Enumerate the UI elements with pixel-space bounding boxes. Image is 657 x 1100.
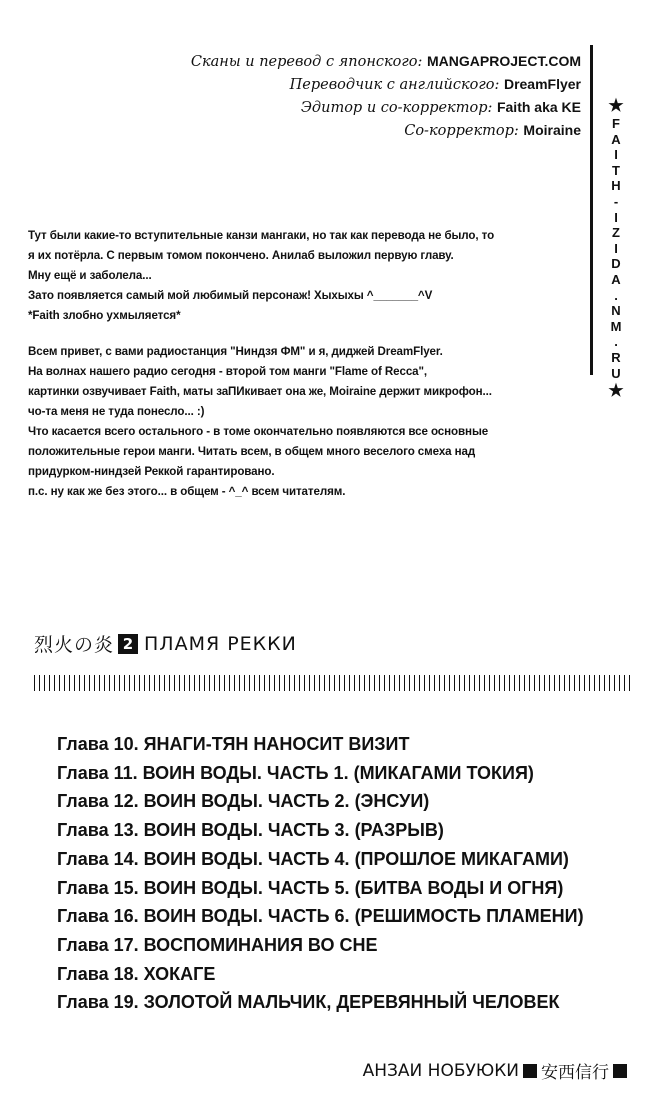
note-line: я их потёрла. С первым томом покончено. Анилаб выложил первую главу. (28, 249, 454, 262)
vertical-letter: D (611, 256, 621, 272)
star-icon: ★ (608, 96, 624, 115)
vertical-letter: Z (612, 225, 620, 241)
credit-line (191, 119, 581, 142)
credit-value: Faith aka KE (496, 99, 581, 115)
note-line: положительные герои манги. Читать всем, в общем много веселого смеха над (28, 445, 476, 458)
decorative-ruler (34, 675, 630, 691)
credit-value: MANGAPROJECT.COM (426, 53, 581, 69)
credit-label: Переводчик с английского: (289, 77, 500, 93)
note-line: чо-та меня не туда понесло... :) (28, 405, 205, 418)
author-name-jp: 安西信行 (541, 1063, 609, 1083)
vertical-divider (590, 45, 593, 375)
vertical-letter: I (614, 147, 618, 163)
toc-entry: Глава 14. ВОИН ВОДЫ. ЧАСТЬ 4. (ПРОШЛОЕ МИКАГАМИ) (57, 848, 569, 869)
credit-line (191, 50, 581, 73)
toc-entry: Глава 10. ЯНАГИ-ТЯН НАНОСИТ ВИЗИТ (57, 734, 410, 754)
vertical-letter: M (610, 318, 622, 334)
volume-title-jp: 烈火の炎 (34, 634, 115, 656)
credit-line (191, 96, 581, 119)
note-line: Всем привет, с вами радиостанция "Ниндзя ФМ" и я, диджей DreamFlyer. (28, 345, 443, 358)
note-line: придурком-ниндзей Реккой гарантировано. (28, 465, 275, 478)
credit-label: Со-корректор: (404, 123, 519, 139)
note-line: картинки озвучивает Faith, маты заПИкивает она же, Moiraine держит микрофон... (28, 385, 492, 398)
note-line: Мну ещё и заболела... (28, 269, 152, 282)
vertical-letter: - (613, 193, 619, 209)
vertical-letter: A (611, 271, 621, 287)
note-line: На волнах нашего радио сегодня - второй том манги "Flame of Recca", (28, 365, 428, 378)
note-line: Что касается всего остального - в томе окончательно появляются все основные (28, 425, 489, 438)
toc-entry: Глава 12. ВОИН ВОДЫ. ЧАСТЬ 2. (ЭНСУИ) (57, 791, 430, 812)
note-line: п.с. ну как же без этого... в общем - ^_^ всем читателям. (28, 485, 346, 498)
vertical-letter: . (614, 287, 618, 303)
vertical-letter: I (614, 240, 618, 256)
toc-entry: Глава 17. ВОСПОМИНАНИЯ ВО СНЕ (57, 934, 378, 955)
credit-line (191, 73, 581, 96)
note-line: Зато появляется самый мой любимый персонаж! Хыхыхы ^_______^V (28, 289, 433, 302)
square-mark-icon (613, 1064, 627, 1078)
toc-entry: Глава 16. ВОИН ВОДЫ. ЧАСТЬ 6. (РЕШИМОСТЬ ПЛАМЕНИ) (57, 906, 584, 927)
credits-block (191, 50, 581, 142)
translator-notes (28, 226, 576, 502)
toc-entry: Глава 13. ВОИН ВОДЫ. ЧАСТЬ 3. (РАЗРЫВ) (57, 820, 444, 841)
vertical-site-label (603, 96, 629, 401)
vertical-letter: F (612, 116, 620, 131)
author-name: АНЗАИ НОБУЮКИ (362, 1060, 519, 1081)
toc-entry: Глава 19. ЗОЛОТОЙ МАЛЬЧИК, ДЕРЕВЯННЫЙ ЧЕЛОВЕК (57, 992, 560, 1013)
credit-label: Эдитор и со-корректор: (300, 100, 493, 116)
toc-entry: Глава 18. ХОКАГЕ (57, 963, 216, 984)
vertical-letter: H (611, 178, 621, 194)
vertical-letter: A (611, 131, 621, 147)
credit-value: Moiraine (523, 122, 581, 138)
vertical-letter: I (614, 209, 618, 225)
vertical-letter: T (612, 162, 620, 178)
vertical-letter: U (611, 365, 621, 381)
credit-value: DreamFlyer (503, 76, 581, 92)
author-footer (363, 1058, 631, 1083)
star-icon: ★ (608, 381, 624, 401)
note-line: Тут были какие-то вступительные канзи мангаки, но так как перевода не было, то (28, 229, 495, 242)
volume-heading (34, 630, 297, 657)
table-of-contents (57, 730, 584, 1017)
volume-number-badge: 2 (118, 634, 138, 654)
vertical-letter: N (611, 303, 621, 319)
vertical-letter: R (611, 349, 621, 365)
vertical-letter: . (614, 334, 618, 350)
toc-entry: Глава 11. ВОИН ВОДЫ. ЧАСТЬ 1. (МИКАГАМИ ТОКИЯ) (57, 762, 534, 783)
toc-entry: Глава 15. ВОИН ВОДЫ. ЧАСТЬ 5. (БИТВА ВОДЫ И ОГНЯ) (57, 877, 564, 898)
credit-label: Сканы и перевод с японского: (190, 54, 423, 70)
paragraph-gap (28, 326, 576, 342)
note-line: *Faith злобно ухмыляется* (28, 309, 181, 322)
volume-title: ПЛАМЯ РЕККИ (144, 632, 297, 655)
square-mark-icon (523, 1064, 537, 1078)
